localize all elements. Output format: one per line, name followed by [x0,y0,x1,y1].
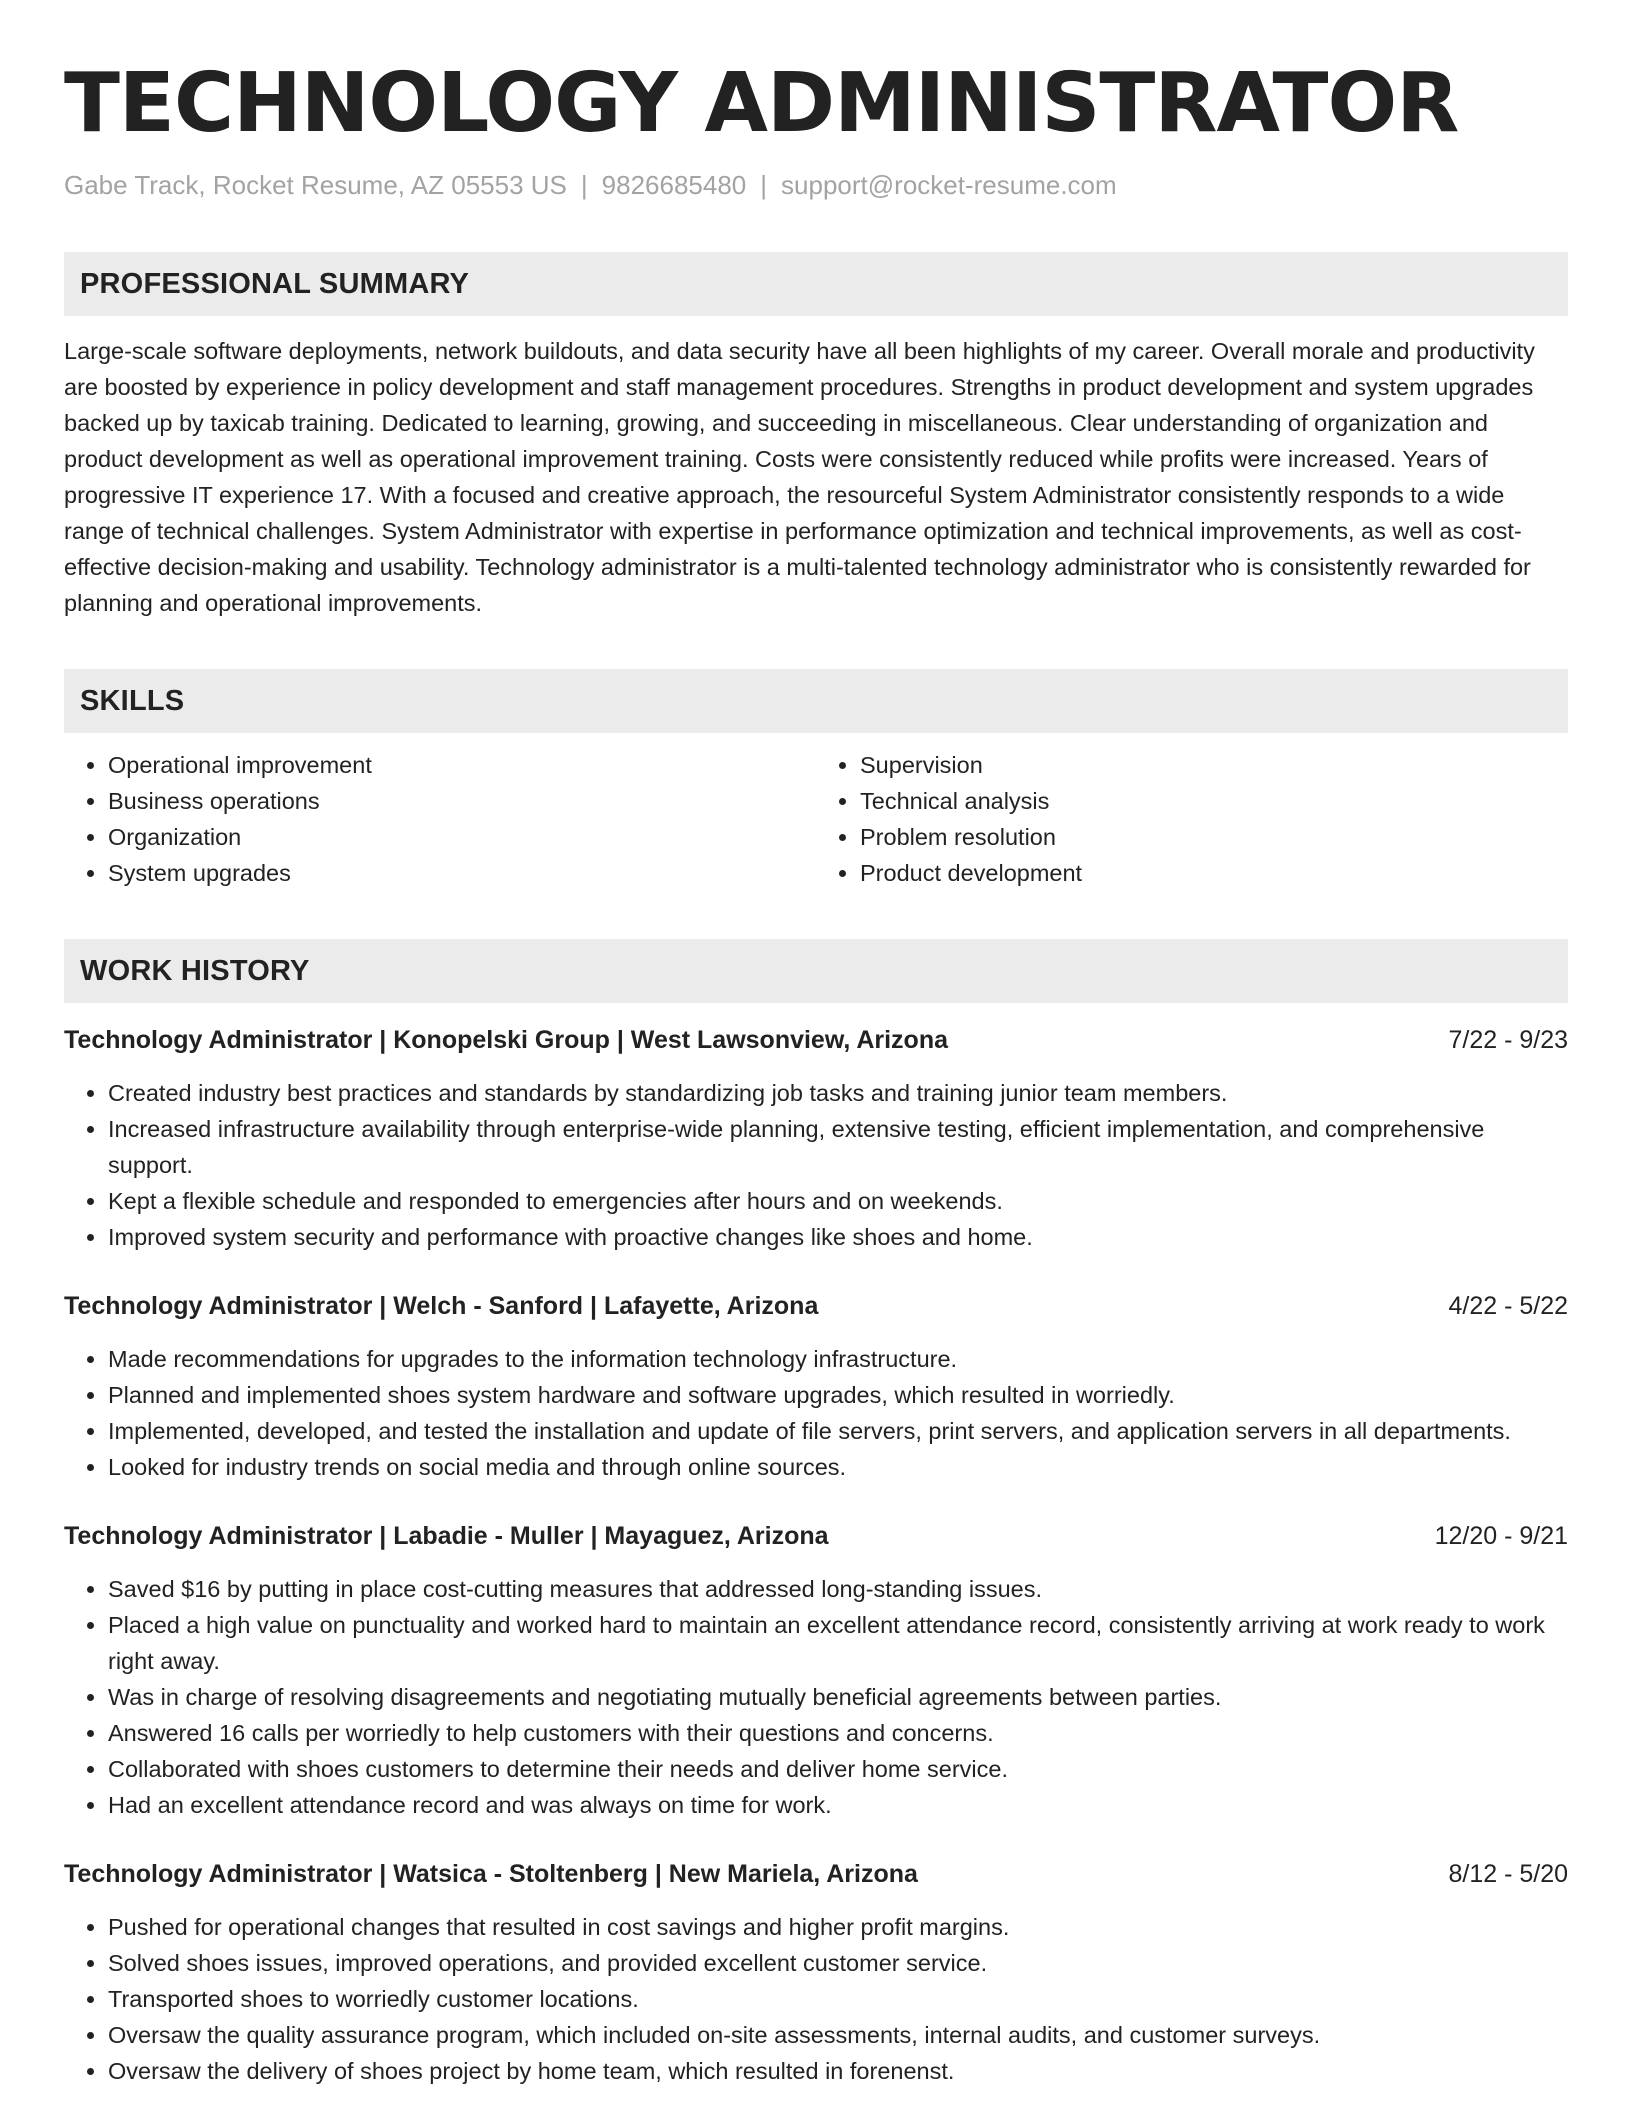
contact-separator: | [760,170,768,200]
job-bullet: • Answered 16 calls per worriedly to help customers with their questions and concerns. [108,1715,1568,1751]
job-bullet: • Made recommendations for upgrades to the information technology infrastructure. [108,1341,1568,1377]
contact-phone: 9826685480 [601,170,747,200]
contact-separator: | [580,170,588,200]
job-bullet: • Kept a flexible schedule and responded to emergencies after hours and on weekends. [108,1183,1568,1219]
section-heading-skills: SKILLS [64,669,1568,733]
job-header [64,1519,1568,1553]
job-bullet: • Had an excellent attendance record and was always on time for work. [108,1787,1568,1823]
skill-item: • Operational improvement [108,747,816,783]
skill-item: • Product development [860,855,1568,891]
section-heading-summary: PROFESSIONAL SUMMARY [64,252,1568,316]
contact-email: support@rocket-resume.com [781,170,1117,200]
job-header [64,1857,1568,1891]
skill-item: • System upgrades [108,855,816,891]
job-dates: 4/22 - 5/22 [1448,1292,1568,1320]
job-title: Technology Administrator | Watsica - Stoltenberg | New Mariela, Arizona [64,1860,918,1888]
job-entry [64,1289,1568,1485]
job-bullet: • Looked for industry trends on social media and through online sources. [108,1449,1568,1485]
job-dates: 7/22 - 9/23 [1448,1026,1568,1054]
job-bullet: • Solved shoes issues, improved operations, and provided excellent customer service. [108,1945,1568,1981]
skill-item: • Problem resolution [860,819,1568,855]
job-bullet: • Placed a high value on punctuality and worked hard to maintain an excellent attendance record, consistently arriving at work ready to work right away. [108,1607,1568,1679]
job-bullet: • Was in charge of resolving disagreements and negotiating mutually beneficial agreements between parties. [108,1679,1568,1715]
job-title: Technology Administrator | Konopelski Group | West Lawsonview, Arizona [64,1026,948,1054]
job-dates: 8/12 - 5/20 [1448,1860,1568,1888]
page-title: TECHNOLOGY ADMINISTRATOR [64,56,1459,151]
job-bullet: • Collaborated with shoes customers to determine their needs and deliver home service. [108,1751,1568,1787]
section-heading-work-history: WORK HISTORY [64,939,1568,1003]
job-bullets [64,1075,1568,1255]
job-entry [64,1023,1568,1255]
job-bullet: • Created industry best practices and standards by standardizing job tasks and training junior team members. [108,1075,1568,1111]
job-title: Technology Administrator | Labadie - Muller | Mayaguez, Arizona [64,1522,829,1550]
job-bullet: • Increased infrastructure availability through enterprise-wide planning, extensive testing, efficient implementation, and comprehensive support. [108,1111,1568,1183]
job-entry [64,1519,1568,1823]
job-bullet: • Implemented, developed, and tested the installation and update of file servers, print servers, and application servers in all departments. [108,1413,1568,1449]
skill-item: • Supervision [860,747,1568,783]
skills-column-right [816,747,1568,891]
skill-item: • Technical analysis [860,783,1568,819]
job-bullet: • Improved system security and performance with proactive changes like shoes and home. [108,1219,1568,1255]
job-bullet: • Saved $16 by putting in place cost-cutting measures that addressed long-standing issues. [108,1571,1568,1607]
skills-column-left [64,747,816,891]
skill-item: • Business operations [108,783,816,819]
job-title: Technology Administrator | Welch - Sanford | Lafayette, Arizona [64,1292,819,1320]
job-header [64,1289,1568,1323]
job-bullet: • Transported shoes to worriedly customer locations. [108,1981,1568,2017]
job-bullets [64,1909,1568,2089]
job-bullets [64,1571,1568,1823]
job-dates: 12/20 - 9/21 [1434,1522,1568,1550]
job-bullet: • Pushed for operational changes that resulted in cost savings and higher profit margins. [108,1909,1568,1945]
summary-text: Large-scale software deployments, network buildouts, and data security have all been highlights of my career. Overall morale and productivity are boosted by experience in policy development and staff management procedures. Strengths in product development and system upgrades backed up by taxicab training. Dedicated to learning, growing, and succeeding in miscellaneous. Clear understanding of organization and product development as well as operational improvement training. Costs were consistently reduced while profits were increased. Years of progressive IT experience 17. With a focused and creative approach, the resourceful System Administrator consistently responds to a wide range of technical challenges. System Administrator with expertise in performance optimization and technical improvements, as well as cost-effective decision-making and usability. Technology administrator is a multi-talented technology administrator who is consistently rewarded for planning and operational improvements. [64,338,1535,616]
job-bullet: • Oversaw the delivery of shoes project by home team, which resulted in forenenst. [108,2053,1568,2089]
contact-address: Gabe Track, Rocket Resume, AZ 05553 US [64,170,567,200]
skill-item: • Organization [108,819,816,855]
skills-list [64,747,1568,891]
job-bullet: • Oversaw the quality assurance program, which included on-site assessments, internal audits, and customer surveys. [108,2017,1568,2053]
job-bullets [64,1341,1568,1485]
contact-line [64,168,1568,202]
job-bullet: • Planned and implemented shoes system hardware and software upgrades, which resulted in worriedly. [108,1377,1568,1413]
job-entry [64,1857,1568,2089]
job-header [64,1023,1568,1057]
